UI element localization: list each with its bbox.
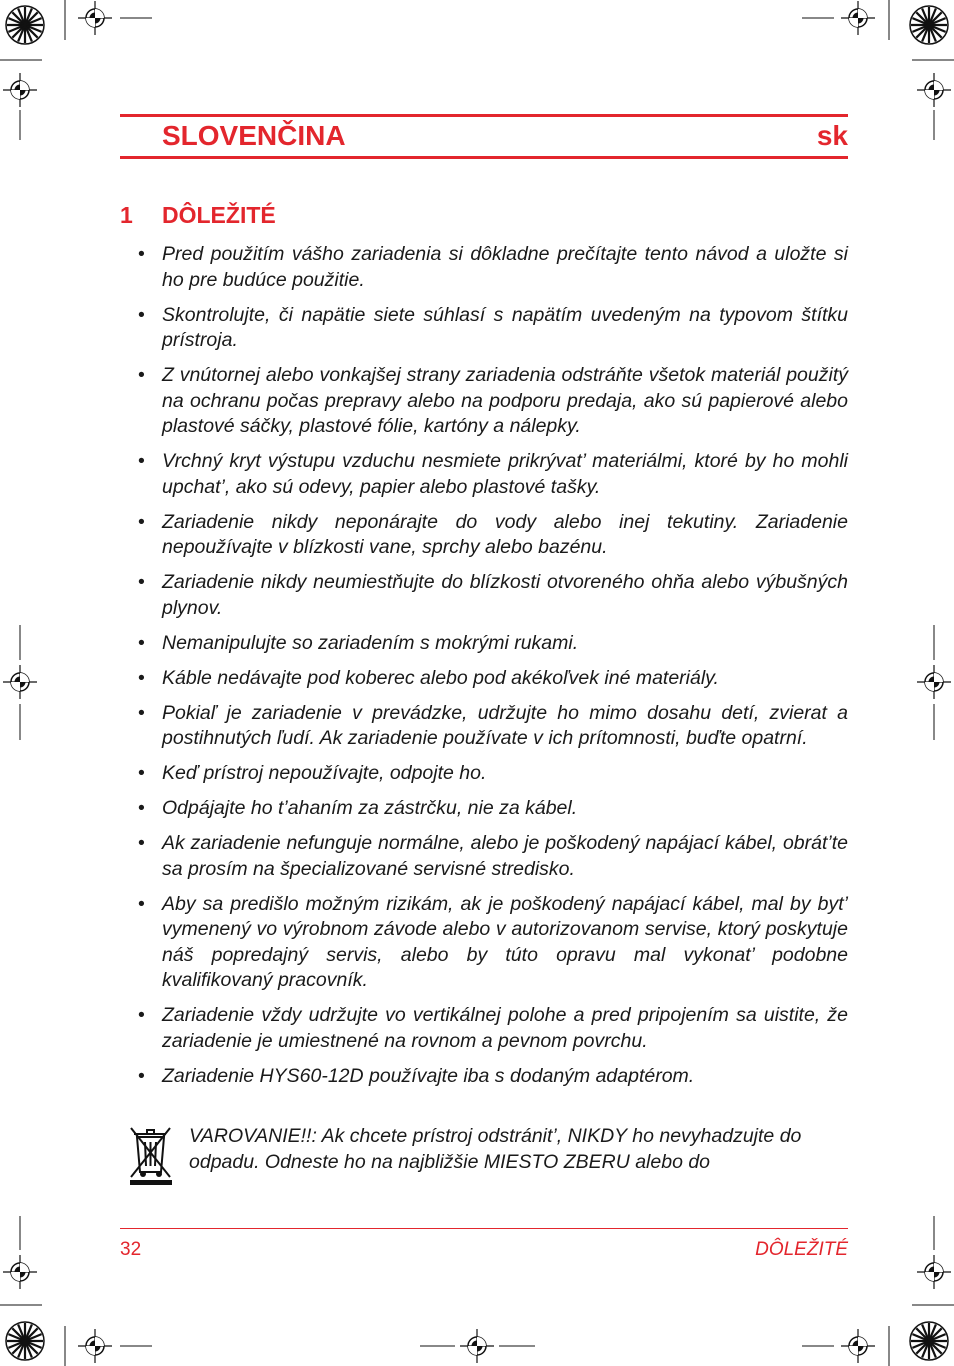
list-item xyxy=(120,892,848,994)
list-item xyxy=(120,831,848,882)
list-item xyxy=(120,761,848,787)
warning-text: VAROVANIE!!: Ak chcete prístroj odstránit’, NIKDY ho nevyhadzujte do odpadu. Odneste ho na najbližšie MIESTO ZBERU alebo do xyxy=(189,1125,802,1173)
list-item-text: Pred použitím vášho zariadenia si dôkladne prečítajte tento návod a uložte si ho pre budúce použitie. xyxy=(162,243,848,291)
bullet-marker: • xyxy=(138,243,145,265)
footer-rule xyxy=(120,1228,848,1229)
list-item-text: Káble nedávajte pod koberec alebo pod akékoľvek iné materiály. xyxy=(162,666,719,689)
bullet-marker: • xyxy=(138,832,145,854)
list-item-text: Skontrolujte, či napätie siete súhlasí s napätím uvedeným na typovom štítku prístroja. xyxy=(162,303,848,351)
crossed-out-wheelie-bin-icon xyxy=(128,1124,174,1186)
list-item xyxy=(120,570,848,621)
bullet-marker: • xyxy=(138,1004,145,1026)
list-item xyxy=(120,796,848,822)
bullet-marker: • xyxy=(138,631,145,654)
language-code: sk xyxy=(816,120,848,151)
list-item-text: Zariadenie nikdy neumiestňujte do blízkosti otvoreného ohňa alebo výbušných plynov. xyxy=(162,571,848,619)
list-item xyxy=(120,1003,848,1054)
list-item xyxy=(120,631,848,657)
bullet-marker: • xyxy=(138,701,145,724)
footer-section-title: DÔLEŽITÉ xyxy=(755,1239,848,1260)
language-title: SLOVENČINA xyxy=(162,120,346,151)
list-item-text: Zariadenie nikdy neponárajte do vody alebo inej tekutiny. Zariadenie nepoužívajte v blízkosti vane, sprchy alebo bazénu. xyxy=(162,510,848,558)
header-bottom-rule xyxy=(120,156,848,159)
bullet-marker: • xyxy=(138,571,145,593)
list-item-text: Vrchný kryt výstupu vzduchu nesmiete prikrývat’ materiálmi, ktoré by ho mohli upchat’, ako sú odevy, papier alebo plastové tašky. xyxy=(162,450,848,498)
bullet-marker: • xyxy=(138,892,145,915)
list-item xyxy=(120,510,848,561)
section-number: 1 xyxy=(120,202,133,228)
list-item-text: Z vnútornej alebo vonkajšej strany zariadenia odstráňte všetok materiál použitý na ochranu počas prepravy alebo na podporu predaja, ako sú papierové alebo plastové sáčky, plastové fólie, kartóny a nálepky. xyxy=(162,364,848,437)
list-item-text: Keď prístroj nepoužívajte, odpojte ho. xyxy=(162,762,487,784)
list-item xyxy=(120,449,848,500)
list-item xyxy=(120,363,848,440)
list-item xyxy=(120,303,848,354)
safety-instructions-list xyxy=(120,242,848,1099)
bullet-marker: • xyxy=(138,1064,145,1087)
list-item-text: Zariadenie HYS60-12D používajte iba s dodaným adaptérom. xyxy=(162,1064,695,1087)
list-item-text: Pokiaľ je zariadenie v prevádzke, udržujte ho mimo dosahu detí, zvierat a postihnutých ľudí. Ak zariadenie používate v ich prítomnosti, buďte opatrní. xyxy=(162,701,848,749)
list-item-text: Nemanipulujte so zariadením s mokrými rukami. xyxy=(162,631,579,654)
bullet-marker: • xyxy=(138,303,145,326)
list-item-text: Zariadenie vždy udržujte vo vertikálnej polohe a pred pripojením sa uistite, že zariadenie je umiestnené na rovnom a pevnom povrchu. xyxy=(162,1004,848,1052)
header-top-rule xyxy=(120,114,848,117)
list-item-text: Aby sa predišlo možným rizikám, ak je poškodený napájací kábel, mal by byt’ vymenený vo výrobnom závode alebo v autorizovanom servise, ktorý poskytuje náš popredajný servis, alebo by túto opravu mal vykonat’ podobne kvalifikovaný pracovník. xyxy=(162,892,848,991)
list-item xyxy=(120,1064,848,1090)
list-item-text: Odpájajte ho t’ahaním za zástrčku, nie za kábel. xyxy=(162,797,578,819)
list-item xyxy=(120,242,848,293)
bullet-marker: • xyxy=(138,666,145,689)
bullet-marker: • xyxy=(138,450,145,472)
bullet-marker: • xyxy=(138,762,145,784)
section-title: DÔLEŽITÉ xyxy=(162,202,276,228)
bullet-marker: • xyxy=(138,364,145,386)
bullet-marker: • xyxy=(138,510,145,533)
page-number: 32 xyxy=(120,1239,142,1260)
list-item xyxy=(120,666,848,692)
bullet-marker: • xyxy=(138,797,145,819)
list-item-text: Ak zariadenie nefunguje normálne, alebo je poškodený napájací kábel, obrát’te sa prosím na špecializované servisné stredisko. xyxy=(162,832,848,880)
list-item xyxy=(120,701,848,752)
